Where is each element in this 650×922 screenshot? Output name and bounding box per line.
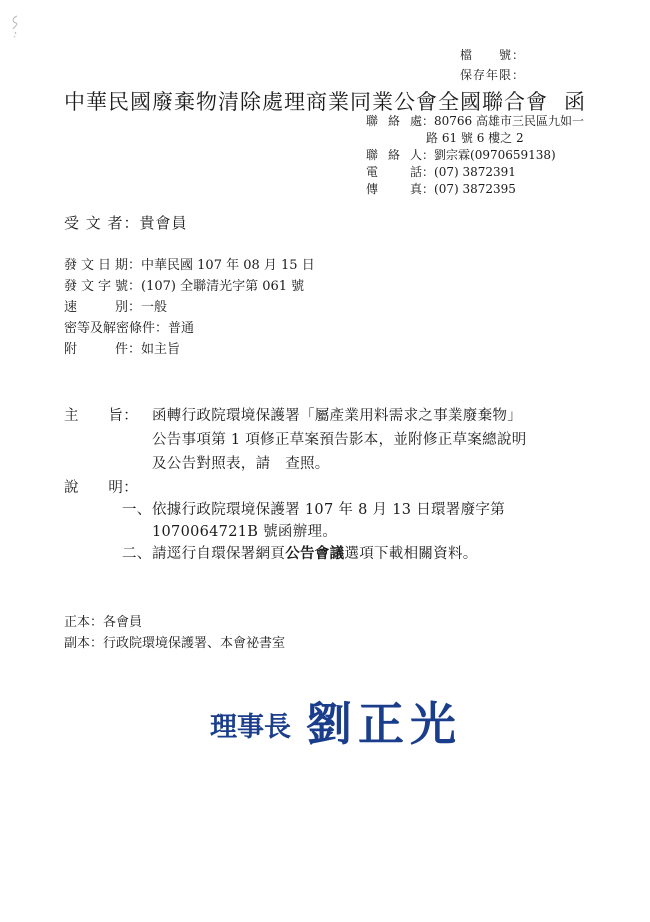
issue-date: 發文日期：中華民國 107 年 08 月 15 日 <box>64 255 315 276</box>
contact-fax: 傳真：(07) 3872395 <box>366 182 516 196</box>
original-value: 各會員 <box>103 615 143 630</box>
scan-mark-icon <box>8 14 22 38</box>
subject-label: 主 旨： <box>64 408 138 424</box>
recipient <box>64 212 188 233</box>
explanation-item-1-line-1: 依據行政院環境保護署 107 年 8 月 13 日環署廢字第 <box>152 502 506 518</box>
issue-number-value: (107) 全聯清光字第 061 號 <box>141 279 305 294</box>
security-label: 密等及解密條件 <box>64 321 156 336</box>
explanation-item-1-line-2: 1070064721B 號函辦理。 <box>152 524 338 540</box>
fax-label: 傳真 <box>366 182 422 196</box>
attachment: 附件：如主旨 <box>64 339 180 360</box>
explanation-item-2-number: 二、 <box>122 546 152 562</box>
copy-recipients <box>64 633 285 654</box>
retention-period-label: 保存年限： <box>460 68 526 82</box>
security-value: 普通 <box>168 321 195 336</box>
chairman-signature <box>208 686 478 752</box>
contact-address: 聯絡處：80766 高雄市三民區九如一 <box>366 114 585 128</box>
recipient-label: 受 文 者： <box>64 214 140 232</box>
address-value-line1: 80766 高雄市三民區九如一 <box>434 114 585 128</box>
speed-value: 一般 <box>141 300 168 315</box>
fax-value: (07) 3872395 <box>434 182 516 196</box>
recipient-value: 貴會員 <box>139 214 188 232</box>
address-value-line2: 路 61 號 6 樓之 2 <box>426 131 524 145</box>
attachment-label: 附件 <box>64 342 128 357</box>
signature-title: 理事長 <box>210 712 291 743</box>
file-number-label: 檔 號： <box>460 48 526 62</box>
item-2-text-before: 請逕行自環保署網頁 <box>152 546 286 562</box>
issue-date-label: 發文日期 <box>64 258 128 273</box>
original-recipients <box>64 612 142 633</box>
address-label: 聯絡處 <box>366 114 422 128</box>
explanation-item-1-number: 一、 <box>122 502 152 518</box>
explanation-label: 說 明： <box>64 480 138 496</box>
phone-label: 電話 <box>366 165 422 179</box>
copy-value: 行政院環境保護署、本會祕書室 <box>103 636 286 651</box>
original-label: 正本： <box>64 615 104 630</box>
contact-person: 聯絡人：劉宗霖(0970659138) <box>366 148 556 162</box>
issue-date-value: 中華民國 107 年 08 月 15 日 <box>141 258 315 273</box>
subject-line-2: 公告事項第 1 項修正草案預告影本，並附修正草案總說明 <box>152 432 527 448</box>
issuing-organization: 中華民國廢棄物清除處理商業同業公會全國聯合會 <box>64 90 548 114</box>
issue-number: 發文字號：(107) 全聯清光字第 061 號 <box>64 276 304 297</box>
contact-phone: 電話：(07) 3872391 <box>366 165 516 179</box>
subject-line-3: 及公告對照表，請 查照。 <box>152 456 330 472</box>
item-2-emphasis: 公告會議 <box>285 545 345 562</box>
security-level: 密等及解密條件：普通 <box>64 321 195 336</box>
subject-line-1: 函轉行政院環境保護署「屬產業用料需求之事業廢棄物」 <box>152 408 522 424</box>
person-value: 劉宗霖(0970659138) <box>434 148 556 162</box>
issue-number-label: 發文字號 <box>64 279 128 294</box>
signature-name: 劉正光 <box>306 697 462 751</box>
person-label: 聯絡人 <box>366 148 422 162</box>
phone-value: (07) 3872391 <box>434 165 516 179</box>
document-type: 函 <box>564 90 586 114</box>
letter-title <box>64 86 586 116</box>
delivery-speed: 速別：一般 <box>64 297 167 318</box>
explanation-item-2 <box>152 543 478 565</box>
item-2-text-after: 選項下載相關資料。 <box>344 546 478 562</box>
attachment-value: 如主旨 <box>141 342 181 357</box>
speed-label: 速別 <box>64 300 128 315</box>
copy-label: 副本： <box>64 636 104 651</box>
